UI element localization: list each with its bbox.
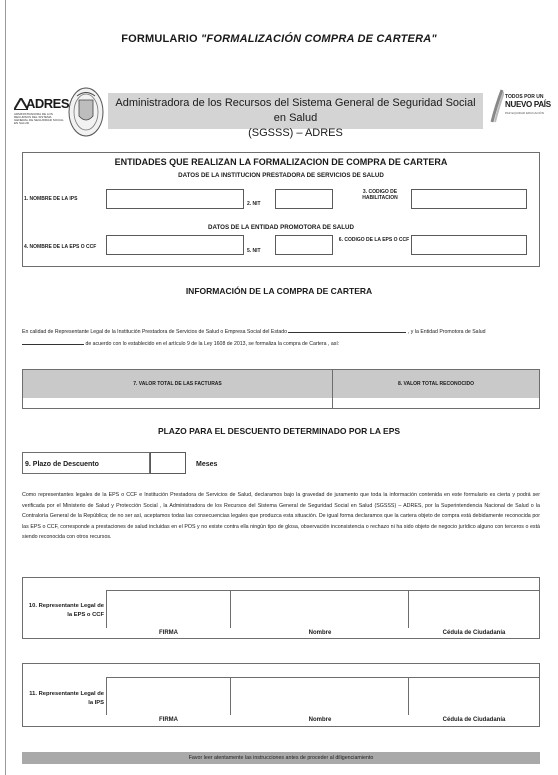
header-banner <box>108 93 483 139</box>
ips-code-label: 3. CODIGO DE HABILITACION <box>362 189 398 201</box>
eps-name-label: 4. NOMBRE DE LA EPS O CCF <box>24 244 97 250</box>
rep-ips-label: 11. Representante Legal de la IPS <box>29 691 104 706</box>
form-title <box>0 33 558 45</box>
title-quoted: "FORMALIZACIÓN COMPRA DE CARTERA" <box>201 33 437 45</box>
eps-code-field[interactable] <box>411 235 527 255</box>
ips-subheading: DATOS DE LA INSTITUCION PRESTADORA DE SERVICIOS DE SALUD <box>178 172 384 179</box>
term-heading: PLAZO PARA EL DESCUENTO DETERMINADO POR LA EPS <box>157 426 401 436</box>
todos-line2: NUEVO PAÍS <box>505 100 551 109</box>
eps-cedula-label: Cédula de Ciudadanía <box>442 630 506 636</box>
eps-nit-field[interactable] <box>275 235 333 255</box>
purchase-text-line2 <box>22 338 339 349</box>
purchase-heading: INFORMACIÓN DE LA COMPRA DE CARTERA <box>185 286 373 296</box>
ips-cedula-label: Cédula de Ciudadanía <box>442 717 506 723</box>
eps-code-label: 6. CODIGO DE LA EPS O CCF <box>338 237 410 243</box>
ips-nit-label: 2. NIT <box>247 201 261 207</box>
recognized-value-cell[interactable] <box>335 399 537 407</box>
values-table <box>22 369 540 409</box>
invoices-value-cell[interactable] <box>25 399 330 407</box>
todos-line1: TODOS POR UN <box>505 94 544 100</box>
adres-logo <box>14 96 70 132</box>
term-months-field[interactable] <box>150 452 186 474</box>
eps-firma-label: FIRMA <box>159 630 178 636</box>
ips-firma-label: FIRMA <box>159 717 178 723</box>
title-prefix: FORMULARIO <box>121 33 198 45</box>
purchase-text-c: de acuerdo con lo establecido en el artículo 9 de la Ley 1608 de 2013, se formaliza la compra de Cartera , así: <box>85 341 340 347</box>
adres-logo-subtext: ADMINISTRADORA DE LOS RECURSOS DEL SISTEMA GENERAL DE SEGURIDAD SOCIAL EN SALUD <box>14 112 64 125</box>
eps-id-cell[interactable] <box>409 590 539 628</box>
values-table-divider <box>332 370 333 408</box>
flag-stripes-icon <box>490 88 504 124</box>
col-recognized-header: 8. VALOR TOTAL RECONOCIDO <box>397 381 475 387</box>
ips-name-field[interactable] <box>106 189 244 209</box>
term-unit: Meses <box>196 461 218 468</box>
eps-signature-cell[interactable] <box>106 590 231 628</box>
eps-subheading: DATOS DE LA ENTIDAD PROMOTORA DE SALUD <box>208 224 354 231</box>
eps-nombre-label: Nombre <box>308 630 332 636</box>
adres-logo-text: ADRES <box>26 96 70 111</box>
ips-signature-cell[interactable] <box>106 677 231 715</box>
todos-line3: PAZ EQUIDAD EDUCACIÓN <box>505 111 544 115</box>
eps-blank-line[interactable] <box>22 338 84 345</box>
rep-eps-label: 10. Representante Legal de la EPS o CCF <box>28 603 104 618</box>
eps-nit-label: 5. NIT <box>247 248 261 254</box>
purchase-text-a: En calidad de Representante Legal de la Institución Prestadora de Servicios de Salud o Empresa Social del Estado <box>22 329 288 335</box>
ips-nombre-label: Nombre <box>308 717 332 723</box>
ips-id-cell[interactable] <box>409 677 539 715</box>
ips-blank-line[interactable] <box>288 326 406 333</box>
purchase-text-b: , y la Entidad Promotora de Salud <box>407 329 486 335</box>
eps-name-cell[interactable] <box>231 590 409 628</box>
ips-code-field[interactable] <box>411 189 527 209</box>
term-label: 9. Plazo de Descuento <box>25 461 99 468</box>
declaration-text: Como representantes legales de la EPS o CCF e Institución Prestadora de Servicios de Salud, declaramos bajo la gravedad de juramento que toda la información contenida en este formulario es cierta y podrá ser verificada por el Ministerio de Salud y Protección Social , la Administradora de los Recursos del Sistema General de Seguridad Social en Salud (SGSSS) – ADRES, por la Superintendencia Nacional de Salud o la Contraloría General de la República; de no ser así, aceptamos todas las consecuencias legales que produzca esta situación. De igual forma declaramos que la cartera objeto de compra está debidamente reconocida por las EPS o CCF, corresponde a prestaciones de salud incluidas en el POS y no existe contra ella ningún tipo de glosa, observación inconsistencia o rechazo ni ha sido objeto de negocio jurídico alguno con terceros o está siendo reconocida con otros recursos. <box>22 492 540 540</box>
colombia-seal-logo <box>67 86 105 138</box>
entities-heading: ENTIDADES QUE REALIZAN LA FORMALIZACION DE COMPRA DE CARTERA <box>114 157 448 167</box>
ips-name-cell[interactable] <box>231 677 409 715</box>
purchase-text-line1 <box>22 326 486 337</box>
todos-por-un-nuevo-pais-logo <box>490 86 552 130</box>
footer-note: Favor leer atentamente las instrucciones antes de proceder al diligenciamiento <box>188 755 374 761</box>
ips-nit-field[interactable] <box>275 189 333 209</box>
banner-line2: (SGSSS) – ADRES <box>248 127 343 139</box>
eps-name-field[interactable] <box>106 235 244 255</box>
col-invoices-header: 7. VALOR TOTAL DE LAS FACTURAS <box>133 381 222 387</box>
banner-line1: Administradora de los Recursos del Sistema General de Seguridad Social en Salud <box>115 97 476 124</box>
ips-name-label: 1. NOMBRE DE LA IPS <box>24 196 78 202</box>
page-left-border <box>5 0 6 775</box>
